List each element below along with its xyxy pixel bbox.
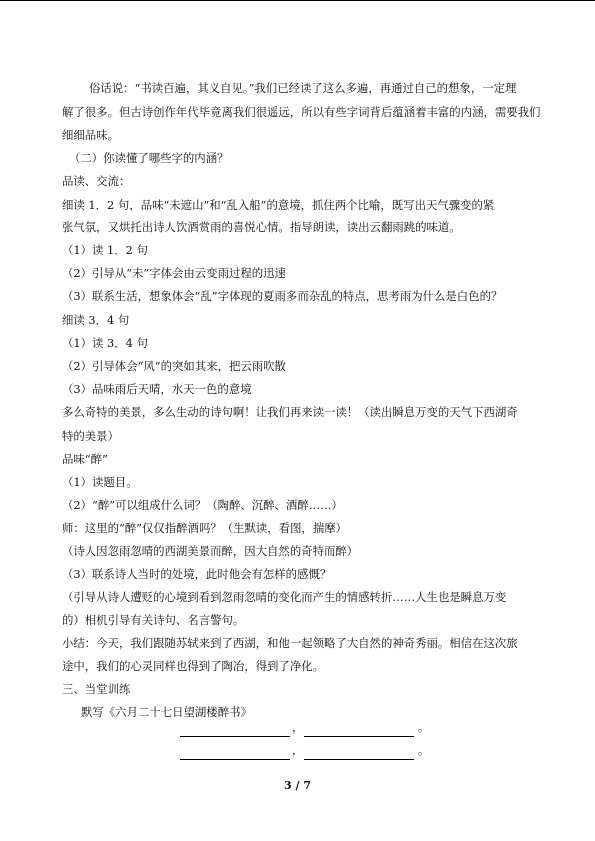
text-line: 张气氛，又烘托出诗人饮酒赏雨的喜悦心情。指导朗读，读出云翻雨跳的味道。 — [62, 220, 461, 234]
fill-blank-line[interactable] — [180, 745, 290, 760]
task-line: 默写《六月二十七日望湖楼醉书》 — [81, 705, 252, 719]
text-line: 的）相机引导有关诗句、名言警句。 — [62, 613, 245, 627]
list-item: （3）联系诗人当时的处境，此时他会有怎样的感慨？ — [62, 567, 332, 581]
period-mark: 。 — [418, 720, 430, 734]
list-item: （1）读 3．4 句 — [62, 336, 148, 350]
list-item: （2）引导体会“风”的突如其来，把云雨吹散 — [62, 359, 286, 373]
list-item: （1）读题目。 — [62, 475, 138, 489]
text-line: 途中，我们的心灵同样也得到了陶冶，得到了净化。 — [62, 659, 324, 673]
list-item: （2）“醉”可以组成什么词？（陶醉、沉醉、酒醉……） — [62, 498, 343, 512]
comma-mark: ， — [292, 720, 304, 734]
fill-blank-line[interactable] — [180, 722, 290, 737]
comma-mark: ， — [292, 743, 304, 757]
text-line: 俗话说：“书读百遍，其义自见。”我们已经读了这么多遍，再通过自己的想象，一定理 — [89, 81, 517, 95]
text-line: 多么奇特的美景，多么生动的诗句啊！让我们再来读一读！（读出瞬息万变的天气下西湖奇 — [62, 405, 518, 419]
section-heading: （二）你读懂了哪些字的内涵？ — [69, 151, 229, 165]
text-line: 解了很多。但古诗创作年代毕竟离我们很遥远，所以有些字词背后蕴涵着丰富的内涵，需要我们 — [62, 105, 541, 119]
text-line: 特的美景） — [62, 429, 119, 443]
text-line: （诗人因忽雨忽晴的西湖美景而醉，因大自然的奇特而醉） — [62, 544, 359, 558]
list-item: （3）品味雨后天晴，水天一色的意境 — [62, 382, 252, 396]
text-line: 小结：今天，我们跟随苏轼来到了西湖，和他一起领略了大自然的神奇秀丽。相信在这次旅 — [62, 636, 518, 650]
page-number: 3 / 7 — [284, 779, 311, 792]
fill-blank-line[interactable] — [304, 745, 414, 760]
list-item: （1）读 1．2 句 — [62, 243, 148, 257]
period-mark: 。 — [418, 743, 430, 757]
fill-blank-line[interactable] — [304, 722, 414, 737]
list-item: （2）引导从“未”字体会由云变雨过程的迅速 — [62, 266, 286, 280]
text-line: 细细品味。 — [62, 128, 119, 142]
list-item: （3）联系生活，想象体会“乱”字体现的夏雨多而杂乱的特点，思考雨为什么是白色的？ — [62, 289, 503, 303]
section-heading: 三、当堂训练 — [62, 682, 131, 696]
text-line: 师：这里的“醉”仅仅指醉酒吗？（生默读，看图，揣摩） — [62, 521, 348, 535]
text-line: 细读 3．4 句 — [62, 313, 130, 327]
text-line: 细读 1．2 句，品味“未遮山”和“乱入船”的意境，抓住两个比喻，既写出天气骤变的紧 — [62, 198, 495, 212]
text-line: 品味“醉” — [62, 452, 108, 466]
text-line: 品读、交流： — [62, 174, 131, 188]
text-line: （引导从诗人遭贬的心境到看到忽雨忽晴的变化而产生的情感转折……人生也是瞬息万变 — [62, 590, 507, 604]
